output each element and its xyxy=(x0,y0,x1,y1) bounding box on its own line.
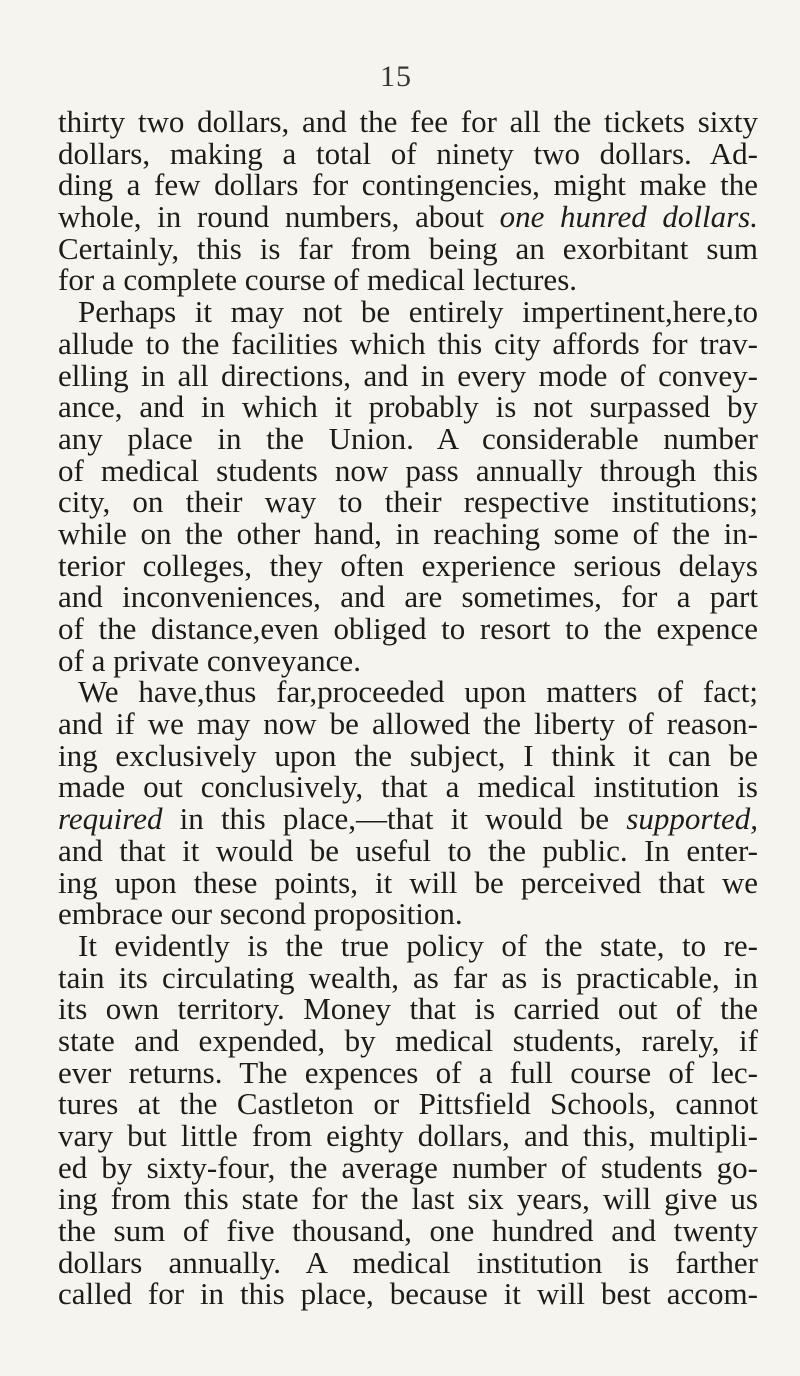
text-line: of a private conveyance. xyxy=(58,642,361,678)
text-line: ding a few dollars for contingencies, might make the xyxy=(58,167,758,203)
emphasis: supported, xyxy=(626,801,758,837)
text-line: the sum of five thousand, one hundred and twenty xyxy=(58,1213,758,1249)
text-line: embrace our second proposition. xyxy=(58,896,463,932)
text-line: its own territory. Money that is carried out of the xyxy=(58,991,758,1027)
text-run: whole, in round numbers, about xyxy=(58,199,500,235)
text-line: allude to the facilities which this city affords for trav- xyxy=(58,325,758,361)
emphasis: one hunred dollars. xyxy=(499,199,758,235)
text-line: vary but little from eighty dollars, and this, multipli- xyxy=(58,1118,758,1153)
text-line: and that it would be useful to the public. In enter- xyxy=(58,832,758,868)
text-line: terior colleges, they often experience serious delays xyxy=(58,547,758,583)
text-line: state and expended, by medical students, rarely, if xyxy=(58,1022,758,1058)
text-line: tures at the Castleton or Pittsfield Schools, cannot xyxy=(58,1086,758,1122)
text-line: It evidently is the true policy of the state, to re- xyxy=(78,927,758,963)
text-line: made out conclusively, that a medical institution is xyxy=(58,769,758,805)
emphasis: required xyxy=(58,801,163,837)
text-line: ing upon these points, it will be perceived that we xyxy=(58,864,758,900)
text-line: ing exclusively upon the subject, I think it can be xyxy=(58,737,758,773)
text-line: and inconveniences, and are sometimes, for a part xyxy=(58,579,758,615)
text-line: of the distance,even obliged to resort to the expence xyxy=(58,611,758,646)
text-line: elling in all directions, and in every mode of convey- xyxy=(58,357,758,393)
text-line xyxy=(58,803,758,835)
text-line: ance, and in which it probably is not surpassed by xyxy=(58,389,758,425)
text-line: called for in this place, because it will best accom- xyxy=(58,1276,758,1312)
text-line: thirty two dollars, and the fee for all the tickets sixty xyxy=(58,104,758,139)
text-line: ed by sixty-four, the average number of students go- xyxy=(58,1149,758,1185)
text-line: dollars, making a total of ninety two dollars. Ad- xyxy=(58,135,758,171)
text-line xyxy=(58,201,758,233)
text-line: ever returns. The expences of a full course of lec- xyxy=(58,1054,758,1090)
text-line: tain its circulating wealth, as far as is practicable, in xyxy=(58,959,758,995)
text-line: ing from this state for the last six years, will give us xyxy=(58,1181,758,1217)
page-number: 15 xyxy=(380,60,412,93)
text-run: in this place,—that it would be xyxy=(162,801,627,837)
text-line: any place in the Union. A considerable number xyxy=(58,420,758,456)
text-line: while on the other hand, in reaching some of the in- xyxy=(58,515,758,551)
text-line: of medical students now pass annually through this xyxy=(58,452,758,488)
text-line: for a complete course of medical lectures. xyxy=(58,262,578,298)
text-line: and if we may now be allowed the liberty of reason- xyxy=(58,706,758,742)
text-line: Perhaps it may not be entirely impertinent,here,to xyxy=(78,294,758,330)
text-line: We have,thus far,proceeded upon matters of fact; xyxy=(78,674,758,710)
text-line: city, on their way to their respective institutions; xyxy=(58,484,758,520)
body-text xyxy=(58,106,758,1310)
text-line: Certainly, this is far from being an exorbitant sum xyxy=(58,230,758,266)
text-line: dollars annually. A medical institution is farther xyxy=(58,1244,758,1280)
